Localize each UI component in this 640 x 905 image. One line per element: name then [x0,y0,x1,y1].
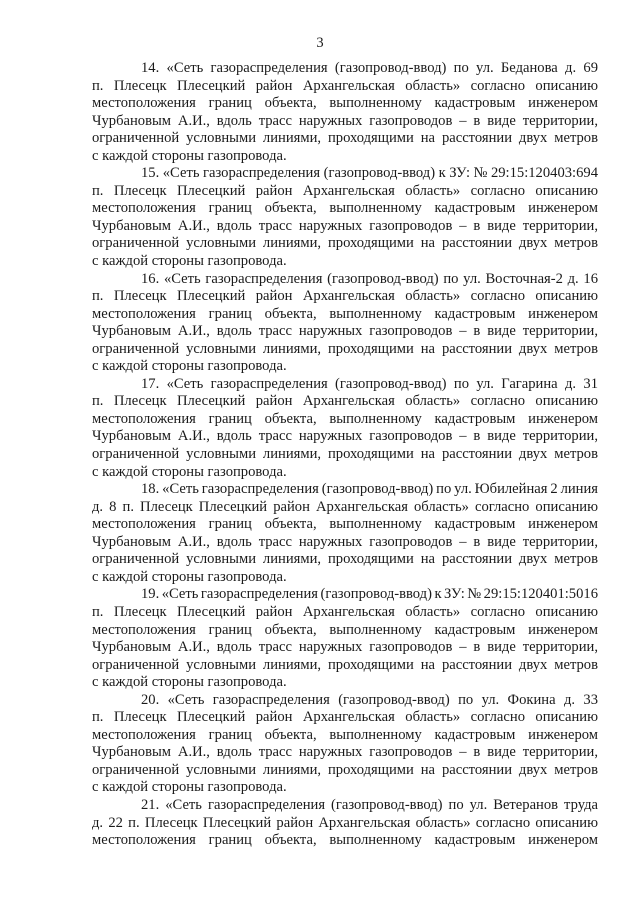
text-line: с каждой стороны газопровода. [92,147,287,164]
text-line: местоположения границ объекта, выполненному кадастровым инженером [92,726,598,743]
text-line: местоположения границ объекта, выполненному кадастровым инженером [92,516,598,533]
text-line: местоположения границ объекта, выполненному кадастровым инженером [92,95,598,112]
text-line: с каждой стороны газопровода. [92,568,287,585]
text-line: 16. «Сеть газораспределения (газопровод-ввод) по ул. Восточная-2 д. 16 [141,270,598,287]
document-body [92,60,598,850]
text-line: местоположения границ объекта, выполненному кадастровым инженером [92,832,598,849]
text-line: п. Плесецк Плесецкий район Архангельская область» согласно описанию [92,182,598,199]
paragraph [92,586,598,691]
text-line: Чурбановым А.И., вдоль трасс наружных газопроводов – в виде территории, [92,533,598,550]
text-line: с каждой стороны газопровода. [92,779,287,796]
text-line: ограниченной условными линиями, проходящими на расстоянии двух метров [92,130,598,147]
text-line: п. Плесецк Плесецкий район Архангельская область» согласно описанию [92,709,598,726]
paragraph [92,376,598,481]
text-line: Чурбановым А.И., вдоль трасс наружных газопроводов – в виде территории, [92,639,598,656]
text-line: 17. «Сеть газораспределения (газопровод-ввод) по ул. Гагарина д. 31 [141,375,598,392]
paragraph [92,481,598,586]
text-line: ограниченной условными линиями, проходящими на расстоянии двух метров [92,761,598,778]
paragraph [92,797,598,850]
page-number: 3 [316,35,324,51]
text-line: 20. «Сеть газораспределения (газопровод-ввод) по ул. Фокина д. 33 [141,691,598,708]
text-line: местоположения границ объекта, выполненному кадастровым инженером [92,621,598,638]
text-line: д. 8 п. Плесецк Плесецкий район Архангельская область» согласно описанию [92,498,598,515]
text-line: Чурбановым А.И., вдоль трасс наружных газопроводов – в виде территории, [92,217,598,234]
text-line: с каждой стороны газопровода. [92,674,287,691]
text-line: п. Плесецк Плесецкий район Архангельская область» согласно описанию [92,393,598,410]
text-line: 21. «Сеть газораспределения (газопровод-ввод) по ул. Ветеранов труда [141,796,598,813]
text-line: 15. «Сеть газораспределения (газопровод-ввод) к ЗУ: № 29:15:120403:694 [141,165,598,182]
text-line: Чурбановым А.И., вдоль трасс наружных газопроводов – в виде территории, [92,428,598,445]
text-line: п. Плесецк Плесецкий район Архангельская область» согласно описанию [92,288,598,305]
text-line: ограниченной условными линиями, проходящими на расстоянии двух метров [92,551,598,568]
text-line: местоположения границ объекта, выполненному кадастровым инженером [92,200,598,217]
text-line: местоположения границ объекта, выполненному кадастровым инженером [92,305,598,322]
text-line: ограниченной условными линиями, проходящими на расстоянии двух метров [92,340,598,357]
paragraph [92,271,598,376]
text-line: 14. «Сеть газораспределения (газопровод-ввод) по ул. Беданова д. 69 [141,60,598,76]
text-line: ограниченной условными линиями, проходящими на расстоянии двух метров [92,446,598,463]
text-line: 19. «Сеть газораспределения (газопровод-ввод) к ЗУ: № 29:15:120401:5016 [141,586,598,603]
text-line: п. Плесецк Плесецкий район Архангельская область» согласно описанию [92,603,598,620]
text-line: ограниченной условными линиями, проходящими на расстоянии двух метров [92,235,598,252]
text-line: с каждой стороны газопровода. [92,358,287,375]
text-line: с каждой стороны газопровода. [92,463,287,480]
text-line: п. Плесецк Плесецкий район Архангельская область» согласно описанию [92,77,598,94]
text-line: д. 22 п. Плесецк Плесецкий район Архангельская область» согласно описанию [92,814,598,831]
text-line: ограниченной условными линиями, проходящими на расстоянии двух метров [92,656,598,673]
text-line: 18. «Сеть газораспределения (газопровод-ввод) по ул. Юбилейная 2 линия [141,481,598,498]
paragraph [92,165,598,270]
text-line: Чурбановым А.И., вдоль трасс наружных газопроводов – в виде территории, [92,323,598,340]
text-line: Чурбановым А.И., вдоль трасс наружных газопроводов – в виде территории, [92,112,598,129]
text-line: с каждой стороны газопровода. [92,253,287,270]
paragraph [92,692,598,797]
text-line: Чурбановым А.И., вдоль трасс наружных газопроводов – в виде территории, [92,744,598,761]
paragraph [92,60,598,165]
text-line: местоположения границ объекта, выполненному кадастровым инженером [92,410,598,427]
